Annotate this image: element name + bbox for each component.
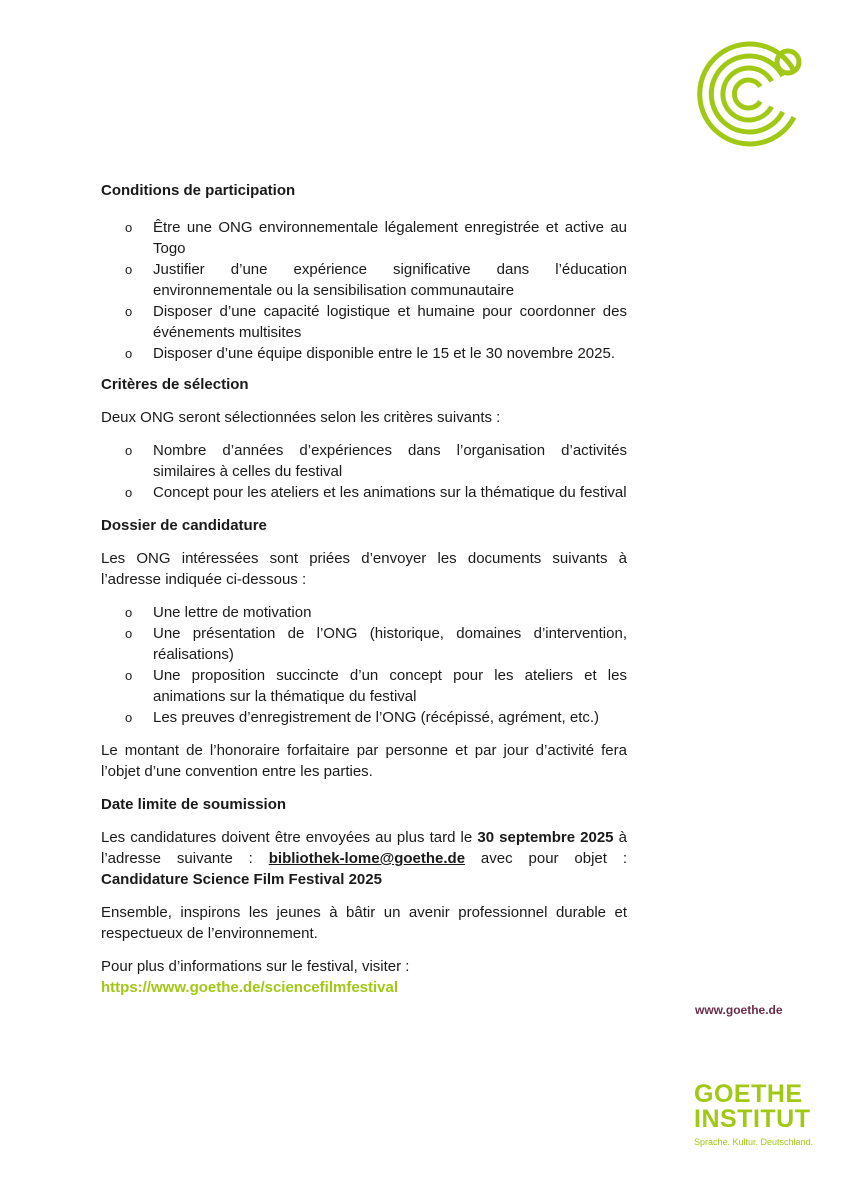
criteria-intro: Deux ONG seront sélectionnées selon les critères suivants : xyxy=(101,409,501,426)
list-item: o Nombre d’années d’expériences dans l’organisation d’activités similaires à celles du festival xyxy=(125,442,627,480)
dossier-heading: Dossier de candidature xyxy=(101,517,267,534)
brand-name-line1: GOETHE xyxy=(694,1080,803,1108)
bullet-icon: o xyxy=(125,346,133,361)
bullet-icon: o xyxy=(125,262,133,277)
bullet-icon: o xyxy=(125,443,133,458)
brand-tagline: Sprache. Kultur. Deutschland. xyxy=(694,1137,814,1147)
bullet-icon: o xyxy=(125,710,133,725)
list-item: o Être une ONG environnementale légalement enregistrée et active au Togo xyxy=(125,219,627,257)
bullet-icon: o xyxy=(125,304,133,319)
bullet-icon: o xyxy=(125,626,133,641)
list-item: o Une lettre de motivation xyxy=(125,604,312,621)
festival-link[interactable]: https://www.goethe.de/sciencefilmfestival xyxy=(101,979,399,996)
deadline-date: 30 septembre 2025 xyxy=(477,829,614,846)
list-item: o Une proposition succincte d’un concept pour les ateliers et les animations sur la thématique du festival xyxy=(125,667,627,705)
conditions-heading: Conditions de participation xyxy=(101,182,296,199)
dossier-intro: Les ONG intéressées sont priées d’envoyer les documents suivants à l’adresse indiquée ci-dessous : xyxy=(101,550,627,588)
deadline-heading: Date limite de soumission xyxy=(101,796,287,813)
bullet-icon: o xyxy=(125,220,133,235)
criteria-heading: Critères de sélection xyxy=(101,376,249,393)
dossier-list xyxy=(101,602,627,728)
more-info-text: Pour plus d’informations sur le festival, visiter : https://www.goethe.de/sciencefilmfestival xyxy=(101,958,410,996)
bullet-icon: o xyxy=(125,485,133,500)
list-item: o Les preuves d’enregistrement de l’ONG (récépissé, agrément, etc.) xyxy=(125,709,600,726)
conditions-list xyxy=(101,217,627,364)
goethe-wordmark xyxy=(694,1082,813,1148)
brand-name-line2: INSTITUT xyxy=(694,1105,811,1133)
document-body xyxy=(101,180,627,998)
goethe-spiral-logo-icon xyxy=(694,36,810,152)
bullet-icon: o xyxy=(125,605,133,620)
list-item: o Une présentation de l’ONG (historique, domaines d’intervention, réalisations) xyxy=(125,625,627,663)
list-item: o Concept pour les ateliers et les animations sur la thématique du festival xyxy=(125,484,627,501)
criteria-list xyxy=(101,440,627,503)
subject-line: Candidature Science Film Festival 2025 xyxy=(101,871,382,888)
closing-text: Ensemble, inspirons les jeunes à bâtir un avenir professionnel durable et respectueux de l’environnement. xyxy=(101,904,627,942)
deadline-text: Les candidatures doivent être envoyées au plus tard le 30 septembre 2025 à l’adresse suivante : bibliothek-lome@goethe.de avec pour objet : Candidature Science Film Festival 2025 xyxy=(101,829,627,888)
list-item: o Disposer d’une équipe disponible entre le 15 et le 30 novembre 2025. xyxy=(125,345,615,362)
bullet-icon: o xyxy=(125,668,133,683)
list-item: o Disposer d’une capacité logistique et humaine pour coordonner des événements multisites xyxy=(125,303,627,341)
email-link[interactable]: bibliothek-lome@goethe.de xyxy=(268,850,466,867)
fee-note: Le montant de l’honoraire forfaitaire par personne et par jour d’activité fera l’objet d’une convention entre les parties. xyxy=(101,742,627,780)
website-label[interactable]: www.goethe.de xyxy=(695,1003,783,1017)
list-item: o Justifier d’une expérience significative dans l’éducation environnementale ou la sensibilisation communautaire xyxy=(125,261,627,299)
